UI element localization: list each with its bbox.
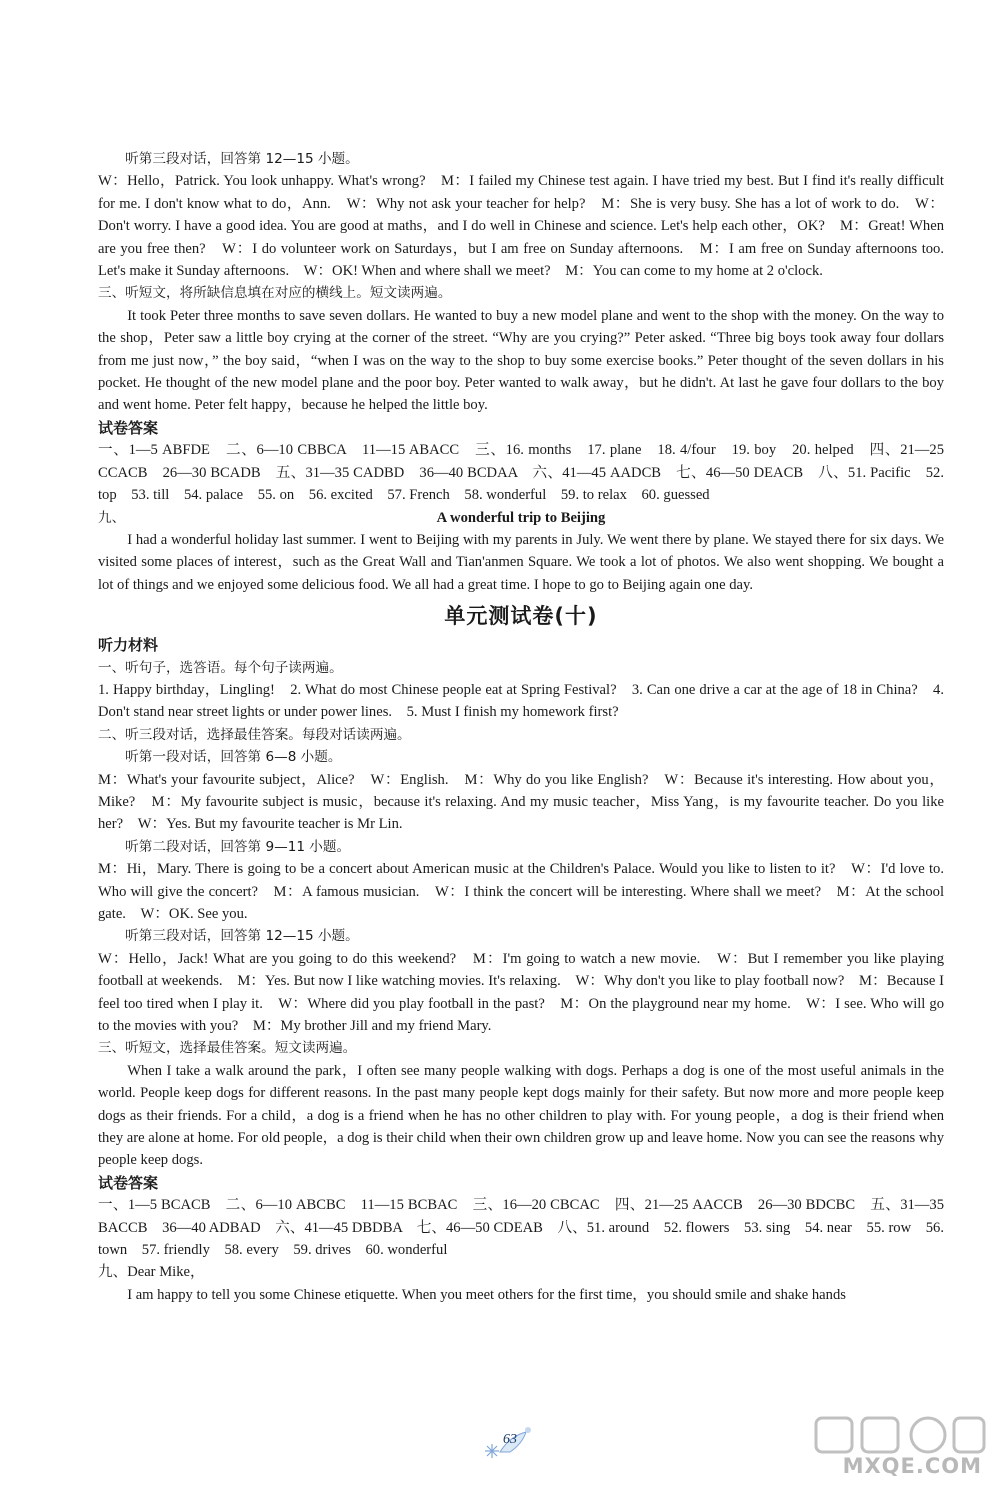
paragraph: W：Hello，Jack! What are you going to do this weekend? M：I'm going to watch a new movie. W：But I remember you like playing football at weekends. M：Yes. But now I like watching movies. It's relaxing. W：Why don't you like to play football now? M：Because I feel too tired when I play it. W：Where did you play football in the past? M：On the playground near my home. W：I see. Who will go to the movies with you? M：My brother Jill and my friend Mary. xyxy=(98,950,944,1035)
section-instruction: 二、听三段对话，选择最佳答案。每段对话读两遍。 xyxy=(98,726,411,743)
watermark-site-text: MXQE.COM xyxy=(842,1454,982,1478)
section-instruction: 听第一段对话，回答第 6—8 小题。 xyxy=(98,749,342,766)
watermark-logo-icon xyxy=(812,1412,988,1456)
section-instruction: 听第三段对话，回答第 12—15 小题。 xyxy=(98,928,359,945)
section-heading: 试卷答案 xyxy=(98,1173,159,1192)
paragraph: 一、1—5 ABFDE 二、6—10 CBBCA 11—15 ABACC 三、16. months 17. plane 18. 4/four 19. boy 20. helped 四、21—25 CCACB 26—30 BCADB 五、31—35 CADBD 36—40 BCDAA 六、41—45 AADCB 七、46—50 DEACB 八、51. Pacific 52. top 53. till 54. palace 55. on 56. excited 57. French 58. wonderful 59. to relax 60. guessed xyxy=(98,442,944,504)
page-content xyxy=(98,148,944,1306)
section-heading: 听力材料 xyxy=(98,636,159,655)
indented-paragraph: It took Peter three months to save seven dollars. He wanted to buy a new model plane and went to the shop with the money. On the way to the shop，Peter saw a little boy crying at the corner of the street. “Why are you crying?” Peter asked. “Three big boys took away four dollars from me just now，” the boy said，“when I was on the way to the shop to buy some exercise books.” Peter thought of the seven dollars in his pocket. He thought of the new model plane and the poor boy. Peter wanted to walk away，but he didn't. At last he gave four dollars to the boy and went home. Peter felt happy，because he helped the little boy. xyxy=(98,307,944,414)
section-instruction: 三、听短文，将所缺信息填在对应的横线上。短文读两遍。 xyxy=(98,285,452,302)
paragraph: M：What's your favourite subject，Alice? W：English. M：Why do you like English? W：Because it's interesting. How about you，Mike? M：My favourite subject is music，because it's relaxing. And my music teacher，Miss Yang，is my favourite teacher. Do you like her? W：Yes. But my favourite teacher is Mr Lin. xyxy=(98,771,944,833)
section-instruction: 听第三段对话，回答第 12—15 小题。 xyxy=(98,151,359,167)
page-number: 63 xyxy=(503,1432,517,1447)
essay-title: A wonderful trip to Beijing xyxy=(436,509,606,526)
section-number: 九、 xyxy=(98,509,126,526)
paragraph: W：Hello，Patrick. You look unhappy. What's wrong? M：I failed my Chinese test again. I have tried my best. But I find it's really difficult for me. I don't know what to do，Ann. W：Why not ask your teacher for help? M：She is very busy. She has a lot of work to do. W：Don't worry. I have a good idea. You are good at maths，and I do well in Chinese and science. Let's help each other，OK? M：Great! When are you free then? W：I do volunteer work on Saturdays，but I am free on Sunday afternoons. M：I am free on Sunday afternoons too. Let's make it Sunday afternoons. W：OK! When and where shall we meet? M：You can come to my home at 2 o'clock. xyxy=(98,173,944,280)
paragraph: 1. Happy birthday，Lingling! 2. What do most Chinese people eat at Spring Festival? 3. Can one drive a car at the age of 18 in China? 4. Don't stand near street lights or under power lines. 5. Must I finish my homework first? xyxy=(98,681,944,721)
indented-paragraph: When I take a walk around the park，I often see many people walking with dogs. Perhaps a dog is one of the most useful animals in the world. People keep dogs for different reasons. In the past many people kept dogs mainly for their safety. But now more and more people keep dogs as their friends. For a child，a dog is a friend when he has no other children to play with. For young people，a dog is their friend when they are alone at home. For old people，a dog is their child when their own children grow up and leave home. Now you can see the reasons why people keep dogs. xyxy=(98,1062,944,1169)
section-heading: 试卷答案 xyxy=(98,418,159,437)
paragraph: M：Hi，Mary. There is going to be a concert about American music at the Children's Palace. Would you like to listen to it? W：I'd love to. Who will give the concert? M：A famous musician. W：I think the concert will be interesting. Where shall we meet? M：At the school gate. W：OK. See you. xyxy=(98,861,944,922)
unit-title: 单元测试卷(十) xyxy=(444,604,598,629)
paragraph: 一、1—5 BCACB 二、6—10 ABCBC 11—15 BCBAC 三、16—20 CBCAC 四、21—25 AACCB 26—30 BDCBC 五、31—35 BACCB 36—40 ADBAD 六、41—45 DBDBA 七、46—50 CDEAB 八、51. around 52. flowers 53. sing 54. near 55. row 56. town 57. friendly 58. every 59. drives 60. wonderful xyxy=(98,1197,944,1259)
section-instruction: 一、听句子，选答语。每个句子读两遍。 xyxy=(98,659,343,676)
section-instruction: 听第二段对话，回答第 9—11 小题。 xyxy=(98,838,351,855)
essay-title-row xyxy=(98,507,944,529)
indented-paragraph: I had a wonderful holiday last summer. I went to Beijing with my parents in July. We went there by plane. We stayed there for six days. We visited some places of interest，such as the Great Wall and Tian'anmen Square. We took a lot of photos. We also went shopping. We bought a lot of things and we enjoyed some delicious food. We all had a great time. I hope to go to Beijing again one day. xyxy=(98,531,944,593)
indented-paragraph: I am happy to tell you some Chinese etiquette. When you meet others for the first time，you should smile and shake hands xyxy=(127,1286,846,1303)
section-instruction: 三、听短文，选择最佳答案。短文读两遍。 xyxy=(98,1040,357,1057)
paragraph: 九、Dear Mike， xyxy=(98,1264,205,1281)
site-watermark xyxy=(812,1412,988,1478)
page-number-badge xyxy=(480,1422,540,1462)
